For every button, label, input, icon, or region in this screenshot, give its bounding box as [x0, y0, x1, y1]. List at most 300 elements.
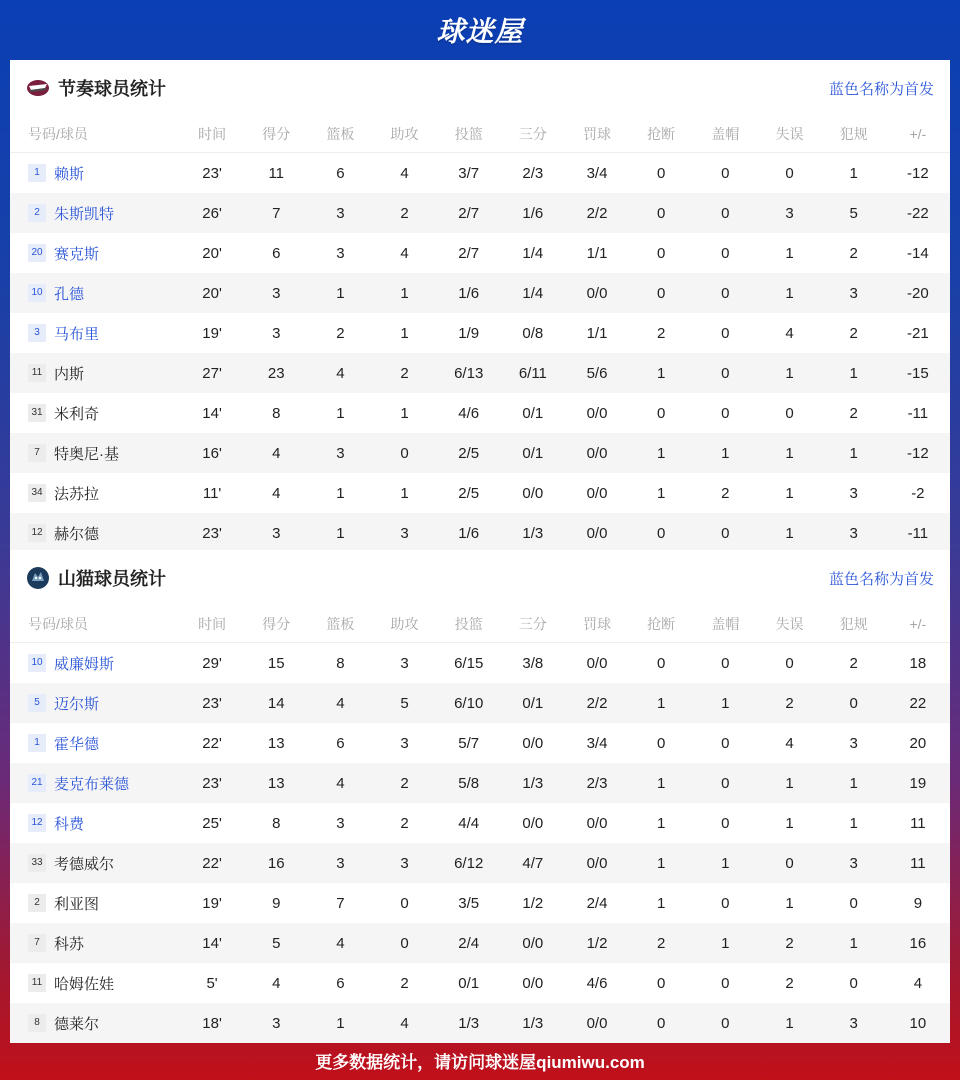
player-name[interactable]: 孔德 [54, 285, 85, 303]
stat-cell: 3 [757, 193, 821, 233]
stat-cell: 1 [336, 404, 345, 422]
column-header: 罚球 [565, 606, 629, 643]
stat-cell: 19' [202, 324, 222, 342]
stat-cell: 0/0 [522, 814, 544, 832]
column-header: 三分 [501, 116, 565, 153]
stat-cell: 3 [822, 1003, 886, 1043]
player-name[interactable]: 德莱尔 [54, 1015, 100, 1033]
stat-cell: 0/0 [586, 404, 608, 422]
player-cell [10, 1003, 180, 1043]
stat-cell: 1 [657, 894, 666, 912]
stat-cell: 1/3 [501, 763, 565, 803]
stat-cell: 4 [372, 1003, 436, 1043]
stat-cell: 3 [400, 734, 409, 752]
stat-cell: 1 [657, 484, 666, 502]
stat-cell: 20 [909, 734, 927, 752]
player-stats-table [10, 116, 950, 553]
stat-cell: 13 [267, 734, 285, 752]
stat-cell: 3 [372, 843, 436, 883]
player-stats-table [10, 606, 950, 1043]
stat-cell: 13 [244, 763, 308, 803]
table-row [10, 963, 950, 1003]
jersey-number-badge: 11 [28, 364, 46, 382]
stat-cell: 3 [308, 433, 372, 473]
player-name[interactable]: 特奥尼·基 [54, 445, 119, 463]
stat-cell: 1 [400, 484, 409, 502]
stat-cell: 0 [693, 763, 757, 803]
stat-cell: 1 [693, 433, 757, 473]
stat-cell: 11 [268, 164, 285, 182]
column-header: 号码/球员 [10, 116, 180, 153]
stat-cell: 2 [721, 484, 730, 502]
stat-cell: 0 [785, 164, 794, 182]
stat-cell: 3 [336, 244, 345, 262]
player-name[interactable]: 米利奇 [54, 405, 100, 423]
stat-cell: 2 [372, 193, 436, 233]
stat-cell: 4/7 [501, 843, 565, 883]
column-header: 篮板 [308, 606, 372, 643]
stat-cell: 0/1 [501, 683, 565, 723]
stat-cell: 0 [693, 353, 757, 393]
stat-cell: 0 [400, 894, 409, 912]
jersey-number-badge: 1 [28, 164, 46, 182]
player-cell [10, 843, 180, 883]
stat-cell: 2/3 [522, 164, 544, 182]
jersey-number-badge: 33 [28, 854, 46, 872]
stat-cell: 1/3 [501, 513, 565, 553]
stat-cell: 3/5 [458, 894, 480, 912]
stat-cell: 2 [400, 814, 409, 832]
column-header: 投篮 [437, 606, 501, 643]
stat-cell: 6 [272, 244, 281, 262]
table-row [10, 233, 950, 273]
stat-cell: 0 [693, 513, 757, 553]
stat-cell: 0 [693, 273, 757, 313]
stat-cell: 0 [657, 404, 666, 422]
player-name[interactable]: 麦克布莱德 [54, 775, 130, 793]
stat-cell: 0 [657, 654, 666, 672]
stat-cell: 1 [693, 923, 757, 963]
stat-cell: 1 [822, 433, 886, 473]
stat-cell: 20' [202, 244, 222, 262]
stat-cell: 1/3 [501, 1003, 565, 1043]
stat-cell: 2 [336, 324, 345, 342]
stat-cell: 3/4 [586, 164, 608, 182]
stat-cell: 0/0 [586, 814, 608, 832]
table-row [10, 473, 950, 513]
stat-cell: 0 [721, 974, 730, 992]
stat-cell: 1 [849, 164, 858, 182]
stat-cell: 1/2 [522, 894, 544, 912]
stat-cell: 0/0 [565, 433, 629, 473]
stat-cell: 3 [244, 1003, 308, 1043]
column-header: 时间 [180, 606, 244, 643]
team-header [10, 60, 950, 116]
stat-cell: 2/2 [565, 683, 629, 723]
stat-cell: 8 [336, 654, 345, 672]
stat-cell: 1 [629, 683, 693, 723]
player-name[interactable]: 考德威尔 [54, 855, 115, 873]
stat-cell: 3 [822, 513, 886, 553]
stat-cell: 0 [657, 974, 666, 992]
table-row [10, 313, 950, 353]
stat-cell: 2/7 [437, 193, 501, 233]
table-row [10, 273, 950, 313]
jersey-number-badge: 3 [28, 324, 46, 342]
stat-cell: -12 [886, 433, 950, 473]
stat-cell: 2 [757, 923, 821, 963]
table-row [10, 353, 950, 393]
stat-cell: 7 [244, 193, 308, 233]
stat-cell: 4 [400, 244, 409, 262]
stat-cell: -22 [886, 193, 950, 233]
jersey-number-badge: 10 [28, 654, 46, 672]
stat-cell: 22 [886, 683, 950, 723]
player-name[interactable]: 哈姆佐娃 [54, 975, 115, 993]
stat-cell: 6 [336, 164, 345, 182]
stat-cell: 0 [693, 193, 757, 233]
jersey-number-badge: 5 [28, 694, 46, 712]
table-row [10, 643, 950, 684]
stat-cell: 0 [721, 654, 730, 672]
stat-cell: 16 [886, 923, 950, 963]
column-header-row [10, 116, 950, 153]
stat-cell: 2 [849, 654, 858, 672]
stat-cell: 19' [202, 894, 222, 912]
player-cell [10, 883, 180, 923]
stat-cell: 1 [629, 763, 693, 803]
stat-cell: 2/4 [437, 923, 501, 963]
brand-logo-text: 球迷屋 [436, 16, 524, 47]
table-row [10, 193, 950, 233]
stat-cell: 4 [308, 683, 372, 723]
stat-cell: 0 [629, 513, 693, 553]
stat-cell: 4 [400, 164, 409, 182]
stat-cell: 6 [336, 974, 345, 992]
stat-cell: 19 [886, 763, 950, 803]
stat-cell: -11 [886, 513, 950, 553]
stat-cell: 0/0 [565, 843, 629, 883]
stat-cell: 2 [629, 923, 693, 963]
column-header: +/- [886, 116, 950, 153]
stat-cell: 8 [272, 814, 281, 832]
stat-cell: 0/0 [501, 923, 565, 963]
stat-cell: 5 [372, 683, 436, 723]
stat-cell: 14' [180, 923, 244, 963]
stat-cell: 2 [757, 683, 821, 723]
column-header: 助攻 [372, 606, 436, 643]
stat-cell: 5/7 [458, 734, 480, 752]
table-row [10, 923, 950, 963]
stat-cell: -15 [886, 353, 950, 393]
stat-cell: 2/7 [458, 244, 480, 262]
column-header: 盖帽 [693, 606, 757, 643]
stat-cell: 4 [785, 324, 794, 342]
table-row [10, 763, 950, 803]
stat-cell: 5/8 [437, 763, 501, 803]
stat-cell: 1/6 [437, 513, 501, 553]
stat-cell: 0/1 [458, 974, 480, 992]
stat-cell: 0 [657, 164, 666, 182]
stat-cell: 29' [202, 654, 222, 672]
stat-cell: 4 [308, 923, 372, 963]
stat-cell: 5' [206, 974, 218, 992]
player-name[interactable]: 法苏拉 [54, 485, 100, 503]
stat-cell: 0 [849, 974, 858, 992]
team-title: 节奏球员统计 [58, 79, 166, 99]
column-header: 得分 [244, 116, 308, 153]
stat-cell: 2 [400, 974, 409, 992]
stat-cell: 5 [244, 923, 308, 963]
player-name[interactable]: 威廉姆斯 [54, 655, 115, 673]
stat-cell: 0/0 [522, 734, 544, 752]
stat-cell: 9 [272, 894, 281, 912]
player-cell [10, 723, 180, 763]
stat-cell: 6/11 [501, 353, 565, 393]
column-header: 三分 [501, 606, 565, 643]
player-cell [10, 763, 180, 803]
stat-cell: 1 [693, 683, 757, 723]
player-cell [10, 433, 180, 473]
player-name[interactable]: 马布里 [54, 325, 100, 343]
column-header: 篮板 [308, 116, 372, 153]
stat-cell: 0 [629, 1003, 693, 1043]
stat-cell: 1 [400, 324, 409, 342]
stat-cell: 4/6 [586, 974, 608, 992]
stat-cell: 1/3 [437, 1003, 501, 1043]
player-name[interactable]: 赫尔德 [54, 525, 100, 543]
stat-cell: 1 [372, 273, 436, 313]
stat-cell: 0/0 [522, 974, 544, 992]
stat-cell: 11 [886, 843, 950, 883]
team-logo-icon [26, 76, 50, 100]
column-header: 号码/球员 [10, 606, 180, 643]
jersey-number-badge: 12 [28, 524, 46, 542]
stat-cell: 4 [272, 484, 281, 502]
stat-cell: 1 [629, 353, 693, 393]
stat-cell: 1 [629, 843, 693, 883]
stat-cell: 0 [721, 164, 730, 182]
player-name[interactable]: 利亚图 [54, 895, 100, 913]
stat-cell: 1 [757, 353, 821, 393]
stat-cell: 0 [372, 433, 436, 473]
stat-cell: 14' [202, 404, 222, 422]
jersey-number-badge: 7 [28, 444, 46, 462]
stat-cell: 2/3 [565, 763, 629, 803]
stat-cell: 6/12 [437, 843, 501, 883]
stat-cell: -2 [911, 484, 925, 502]
table-row [10, 153, 950, 194]
stat-cell: -12 [907, 164, 929, 182]
stat-cell: 20' [180, 273, 244, 313]
stat-cell: 0 [785, 654, 794, 672]
stat-cell: 2 [849, 404, 858, 422]
team-header [10, 550, 950, 606]
stat-cell: 8 [272, 404, 281, 422]
player-cell [10, 963, 180, 1003]
stat-cell: 23' [202, 164, 222, 182]
stat-cell: 2/5 [437, 433, 501, 473]
player-cell [10, 803, 180, 843]
column-header: 失误 [757, 606, 821, 643]
jersey-number-badge: 10 [28, 284, 46, 302]
player-cell [10, 643, 180, 684]
stat-cell: 3 [822, 843, 886, 883]
stat-cell: 23 [244, 353, 308, 393]
player-cell [10, 923, 180, 963]
column-header: 失误 [757, 116, 821, 153]
stat-cell: 1 [308, 273, 372, 313]
stat-cell: 1 [757, 433, 821, 473]
stat-cell: 2 [372, 353, 436, 393]
stat-cell: 3 [372, 513, 436, 553]
stat-cell: 0 [757, 843, 821, 883]
stat-cell: 0/1 [501, 433, 565, 473]
stat-cell: 0 [721, 894, 730, 912]
table-row [10, 433, 950, 473]
jersey-number-badge: 31 [28, 404, 46, 422]
player-cell [10, 153, 180, 194]
table-row [10, 843, 950, 883]
stat-cell: 2 [849, 324, 858, 342]
player-name[interactable]: 科费 [54, 815, 85, 833]
column-header: 得分 [244, 606, 308, 643]
stat-cell: 4 [308, 353, 372, 393]
stat-cell: 0 [721, 404, 730, 422]
stat-cell: 1 [693, 843, 757, 883]
stat-cell: 1/4 [501, 273, 565, 313]
stat-cell: 3 [272, 324, 281, 342]
stat-cell: 3/8 [522, 654, 544, 672]
stat-cell: 0/1 [522, 404, 544, 422]
player-name[interactable]: 朱斯凯特 [54, 205, 115, 223]
footer-banner [0, 1040, 960, 1080]
away-team-card [10, 550, 950, 1040]
stat-cell: 2/5 [458, 484, 480, 502]
table-row [10, 723, 950, 763]
stat-cell: 1/2 [565, 923, 629, 963]
stat-cell: 1 [822, 353, 886, 393]
stat-cell: 23' [180, 513, 244, 553]
stat-cell: 1 [849, 814, 858, 832]
stat-cell: 0/0 [586, 654, 608, 672]
stat-cell: 3/4 [586, 734, 608, 752]
home-team-card [10, 60, 950, 550]
stat-cell: 0 [693, 1003, 757, 1043]
stat-cell: 1 [400, 404, 409, 422]
player-cell [10, 683, 180, 723]
stat-cell: 6/13 [437, 353, 501, 393]
table-row [10, 683, 950, 723]
player-name[interactable]: 迈尔斯 [54, 695, 100, 713]
stat-cell: 0 [849, 894, 858, 912]
stat-cell: 22' [180, 843, 244, 883]
stat-cell: 1 [785, 894, 794, 912]
stat-cell: 3 [336, 814, 345, 832]
stat-cell: 2/2 [565, 193, 629, 233]
jersey-number-badge: 34 [28, 484, 46, 502]
stat-cell: 23' [180, 763, 244, 803]
stat-cell: 1/9 [458, 324, 480, 342]
stat-cell: 6/15 [454, 654, 484, 672]
stat-cell: 1 [785, 814, 794, 832]
stat-cell: 0 [721, 244, 730, 262]
stat-cell: 7 [336, 894, 345, 912]
player-cell [10, 193, 180, 233]
stat-cell: 3 [244, 513, 308, 553]
column-header: 抢断 [629, 606, 693, 643]
stat-cell: 0/0 [565, 273, 629, 313]
stat-cell: 1 [822, 923, 886, 963]
stat-cell: 1 [308, 1003, 372, 1043]
stat-cell: 4 [308, 763, 372, 803]
table-row [10, 513, 950, 553]
column-header: 盖帽 [693, 116, 757, 153]
stat-cell: -20 [886, 273, 950, 313]
stat-cell: 3 [849, 734, 858, 752]
stat-cell: 6 [336, 734, 345, 752]
stat-cell: 27' [180, 353, 244, 393]
player-cell [10, 313, 180, 353]
stat-cell: 0/8 [522, 324, 544, 342]
column-header: 罚球 [565, 116, 629, 153]
stat-cell: 0 [657, 734, 666, 752]
player-cell [10, 393, 180, 433]
stat-cell: 22' [202, 734, 222, 752]
stat-cell: 3/7 [458, 164, 480, 182]
stat-cell: 1 [657, 814, 666, 832]
stat-cell: 6/10 [437, 683, 501, 723]
stat-cell: 2/4 [586, 894, 608, 912]
stat-cell: 0 [822, 683, 886, 723]
stat-cell: 3 [308, 843, 372, 883]
stat-cell: 3 [308, 193, 372, 233]
stat-cell: 0 [372, 923, 436, 963]
player-name[interactable]: 科苏 [54, 935, 85, 953]
jersey-number-badge: 7 [28, 934, 46, 952]
stat-cell: 18' [180, 1003, 244, 1043]
table-row [10, 883, 950, 923]
stat-cell: 0/0 [565, 1003, 629, 1043]
column-header-row [10, 606, 950, 643]
stat-cell: 4/6 [458, 404, 480, 422]
jersey-number-badge: 2 [28, 894, 46, 912]
stat-cell: 26' [180, 193, 244, 233]
player-name[interactable]: 赛克斯 [54, 245, 100, 263]
column-header: 犯规 [822, 606, 886, 643]
stat-cell: 1/1 [586, 244, 608, 262]
jersey-number-badge: 11 [28, 974, 46, 992]
stat-cell: 3 [400, 654, 409, 672]
stat-cell: 1 [785, 484, 794, 502]
column-header: 抢断 [629, 116, 693, 153]
stat-cell: 1 [785, 244, 794, 262]
stat-cell: 2 [785, 974, 794, 992]
column-header: +/- [886, 606, 950, 643]
player-name[interactable]: 内斯 [54, 365, 85, 383]
stat-cell: 3 [822, 273, 886, 313]
stat-cell: 0/0 [522, 484, 544, 502]
player-name[interactable]: 赖斯 [54, 165, 85, 183]
stat-cell: 0 [657, 244, 666, 262]
starter-legend: 蓝色名称为首发 [828, 570, 934, 588]
jersey-number-badge: 8 [28, 1014, 46, 1032]
player-cell [10, 233, 180, 273]
stat-cell: 1 [757, 273, 821, 313]
stat-cell: 2 [849, 244, 858, 262]
table-row [10, 803, 950, 843]
player-name[interactable]: 霍华德 [54, 735, 100, 753]
